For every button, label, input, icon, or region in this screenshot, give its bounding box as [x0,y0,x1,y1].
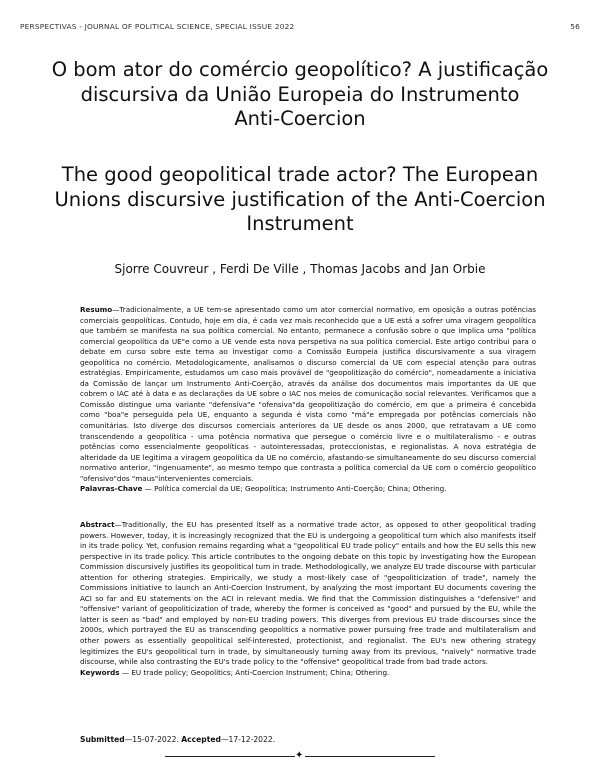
keywords-separator: — [119,667,132,677]
diamond-ornament-icon: ✦ [295,750,304,761]
title-english [30,163,570,237]
title-portuguese [30,58,570,132]
title-en-line: The good geopolitical trade actor? The European [61,163,539,186]
running-head [20,22,580,31]
accepted-date: —17-12-2022. [220,735,276,744]
palavras-chave-separator: — [142,484,155,494]
resumo-paragraph [80,305,536,495]
title-en-line: Unions discursive justification of the Anti-Coercion [54,187,546,211]
title-pt-line: discursiva da União Europeia do Instrumento [80,82,520,106]
title-pt-line: Anti-Coercion [234,107,366,130]
submission-dates [80,735,275,744]
resumo-separator: — [112,305,120,314]
accepted-label: Accepted [181,735,221,744]
submitted-date: —15-07-2022. [124,735,179,744]
abstract-separator: — [114,520,122,529]
submitted-label: Submitted [80,735,125,744]
keywords-text: EU trade policy; Geopolitics; Anti-Coercion Instrument; China; Othering. [131,667,390,677]
authors: Sjorre Couvreur , Ferdi De Ville , Thomas Jacobs and Jan Orbie [114,262,486,276]
journal-name: PERSPECTIVAS - JOURNAL OF POLITICAL SCIENCE, SPECIAL ISSUE 2022 [20,22,295,31]
title-pt-line: O bom ator do comércio geopolítico? A justificação [51,58,549,81]
divider-left [165,756,295,757]
page-number: 56 [570,22,580,31]
abstract-label: Abstract [80,520,115,529]
abstract-paragraph [80,520,536,678]
title-en-line: Instrument [246,212,354,235]
keywords-label: Keywords [80,667,120,677]
resumo-text: Tradicionalmente, a UE tem-se apresentado como um ator comercial normativo, em oposição a outras potências comerciais geopolíticas. Contudo, hoje em dia, é cada vez mais reconhecido que a UE está a sofrer uma viragem geopolítica que também se manifesta na sua política comercial. No entanto, permanece a confusão sobre o que implica uma "política comercial geopolítica da UE"e como a UE vende esta nova perspetiva na sua política comercial. Este artigo contribui para o debate em curso sobre este tema ao investigar como a Comissão Europeia justifica discursivamente a sua viragem geopolítica no comércio. Metodologicamente, analisamos o discurso comercial da UE com especial atenção para outras estratégias. Empiricamente, estudamos um caso mais provável de "geopolitização do comércio", nomeadamente a iniciativa da Comissão de lançar um Instrumento Anti-Coerção, através da análise dos documentos mais importantes da UE que cobrem o IAC até à data e as declarações da UE sobre o IAC nos meios de comunicação social relevantes. Verificamos que a Comissão distingue uma variante "defensiva"e "ofensiva"da geopolitização do comércio, em que a primeira é concebida como "boa"e perseguida pela UE, enquanto a segunda é vista como "má"e empregada por potências comerciais não comunitárias. Isto diverge dos discursos comerciais anteriores da UE desde os anos 2000, que retratavam a UE como transcendendo a geopolítica - uma potência normativa que persegue o comércio livre e o multilateralismo - e outras potências como essencialmente geopolíticas - autointeressadas, proteccionistas, e regionalistas. A nova estratégia de alteridade da UE legitima a viragem geopolítica da UE no comércio, afastando-se simultaneamente do seu discurso comercial normativo anterior, "ingenuamente", ao mesmo tempo que contrasta a política comercial da UE com o comércio geopolítico "ofensivo"dos "maus"intervenientes comerciais. [80,305,536,483]
divider-right [305,756,435,757]
palavras-chave-label: Palavras-Chave [80,484,143,494]
palavras-chave-text: Política comercial da UE; Geopolítica; Instrumento Anti-Coerção; China; Othering. [154,484,447,494]
abstract-text: Traditionally, the EU has presented itself as a normative trade actor, as opposed to other geopolitical trading powers. However, today, it is increasingly recognized that the EU is undergoing a geopolitical turn which also manifests itself in its trade policy. Yet, confusion remains regarding what a "geopolitical EU trade policy" entails and how the EU sells this new perspective in its trade policy. This article contributes to the ongoing debate on this topic by investigating how the European Commission discursively justifies its geopolitical turn in trade. Methodologically, we analyze EU trade discourse with particular attention for othering strategies. Empirically, we study a most-likely case of "geopoliticization of trade", namely the Commissions initiative to launch an Anti-Coercion Instrument, by analyzing the most important EU documents covering the ACI so far and EU statements on the ACI in relevant media. We find that the Commission distinguishes a "defensive" and "offensive" variant of geopoliticization of trade, whereby the former is conceived as "good" and pursued by the EU, while the latter is seen as "bad" and employed by non-EU trading powers. This diverges from previous EU trade discourses since the 2000s, which portrayed the EU as transcending geopolitics a normative power pursuing free trade and multilateralism and other powers as essentially geopolitical self-interested, protectionist, and regionalist. The EU's new othering strategy legitimizes the EU's geopolitical turn in trade, by simultaneously turning away from its previous, "naively" normative trade discourse, while also contrasting the EU's trade policy to the "offensive" geopolitical trade from bad trade actors. [80,520,536,667]
resumo-label: Resumo [80,305,113,314]
